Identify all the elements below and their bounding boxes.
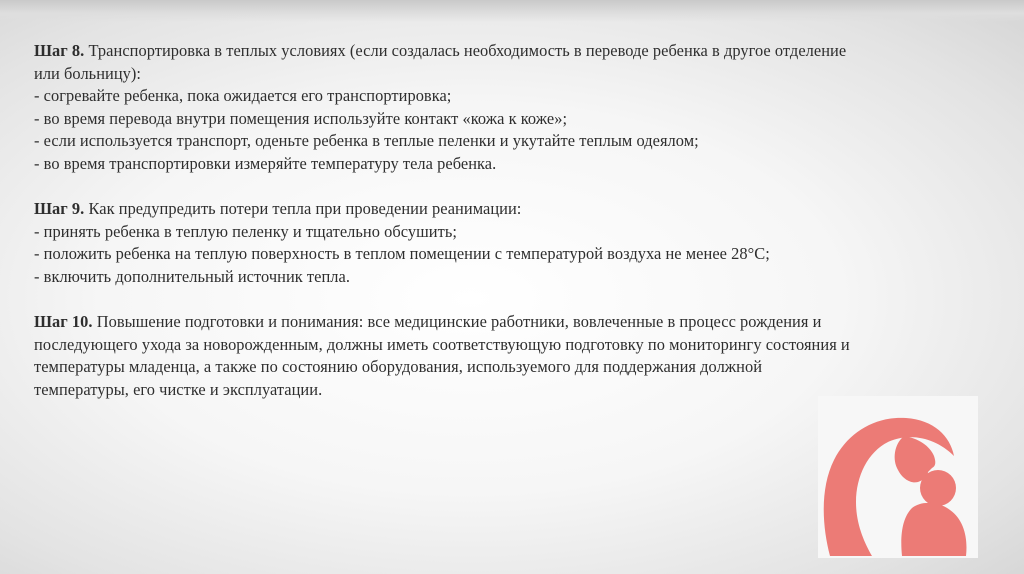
step-10-line: температуры, его чистке и эксплуатации.: [34, 379, 323, 399]
logo-box: [818, 396, 978, 558]
step-10-label: Шаг 10.: [34, 312, 93, 332]
step-9-lead: Как предупредить потери тепла при проведении реанимации:: [84, 199, 522, 219]
step-10-line: последующего ухода за новорожденным, должны иметь соответствующую подготовку по мониторингу состояния и: [34, 334, 850, 354]
step-8-heading-line: [34, 40, 994, 63]
step-8-section: [34, 40, 994, 176]
step-8-line: или больницу):: [34, 63, 142, 83]
baby-head: [920, 470, 956, 506]
step-8-lead: Транспортировка в теплых условиях (если создалась необходимость в переводе ребенка в другое отделение: [84, 41, 847, 60]
step-9-heading-line: [34, 198, 994, 221]
step-9-label: Шаг 9.: [34, 199, 85, 219]
mother-baby-icon: [818, 396, 978, 558]
step-8-line: - во время перевода внутри помещения используйте контакт «кожа к коже»;: [34, 108, 568, 128]
step-8-line: - если используется транспорт, оденьте ребенка в теплые пеленки и укутайте теплым одеялом;: [34, 131, 699, 151]
step-8-line: - во время транспортировки измеряйте температуру тела ребенка.: [34, 153, 497, 173]
step-8-label: Шаг 8.: [34, 41, 85, 60]
step-9-line: - включить дополнительный источник тепла.: [34, 266, 350, 286]
step-9-line: - положить ребенка на теплую поверхность в теплом помещении с температурой воздуха не менее 28°C;: [34, 244, 770, 264]
top-band: [0, 0, 1024, 22]
step-10-lead: Повышение подготовки и понимания: все медицинские работники, вовлеченные в процесс рождения и: [92, 312, 822, 332]
slide-content: [34, 40, 994, 424]
step-10-line: температуры младенца, а также по состоянию оборудования, используемого для поддержания должной: [34, 357, 763, 377]
step-10-heading-line: [34, 311, 994, 334]
baby-body: [901, 503, 966, 556]
step-10-section: [34, 311, 994, 401]
step-8-line: - согревайте ребенка, пока ожидается его транспортировка;: [34, 86, 452, 106]
step-9-line: - принять ребенка в теплую пеленку и тщательно обсушить;: [34, 221, 457, 241]
step-9-section: [34, 198, 994, 288]
